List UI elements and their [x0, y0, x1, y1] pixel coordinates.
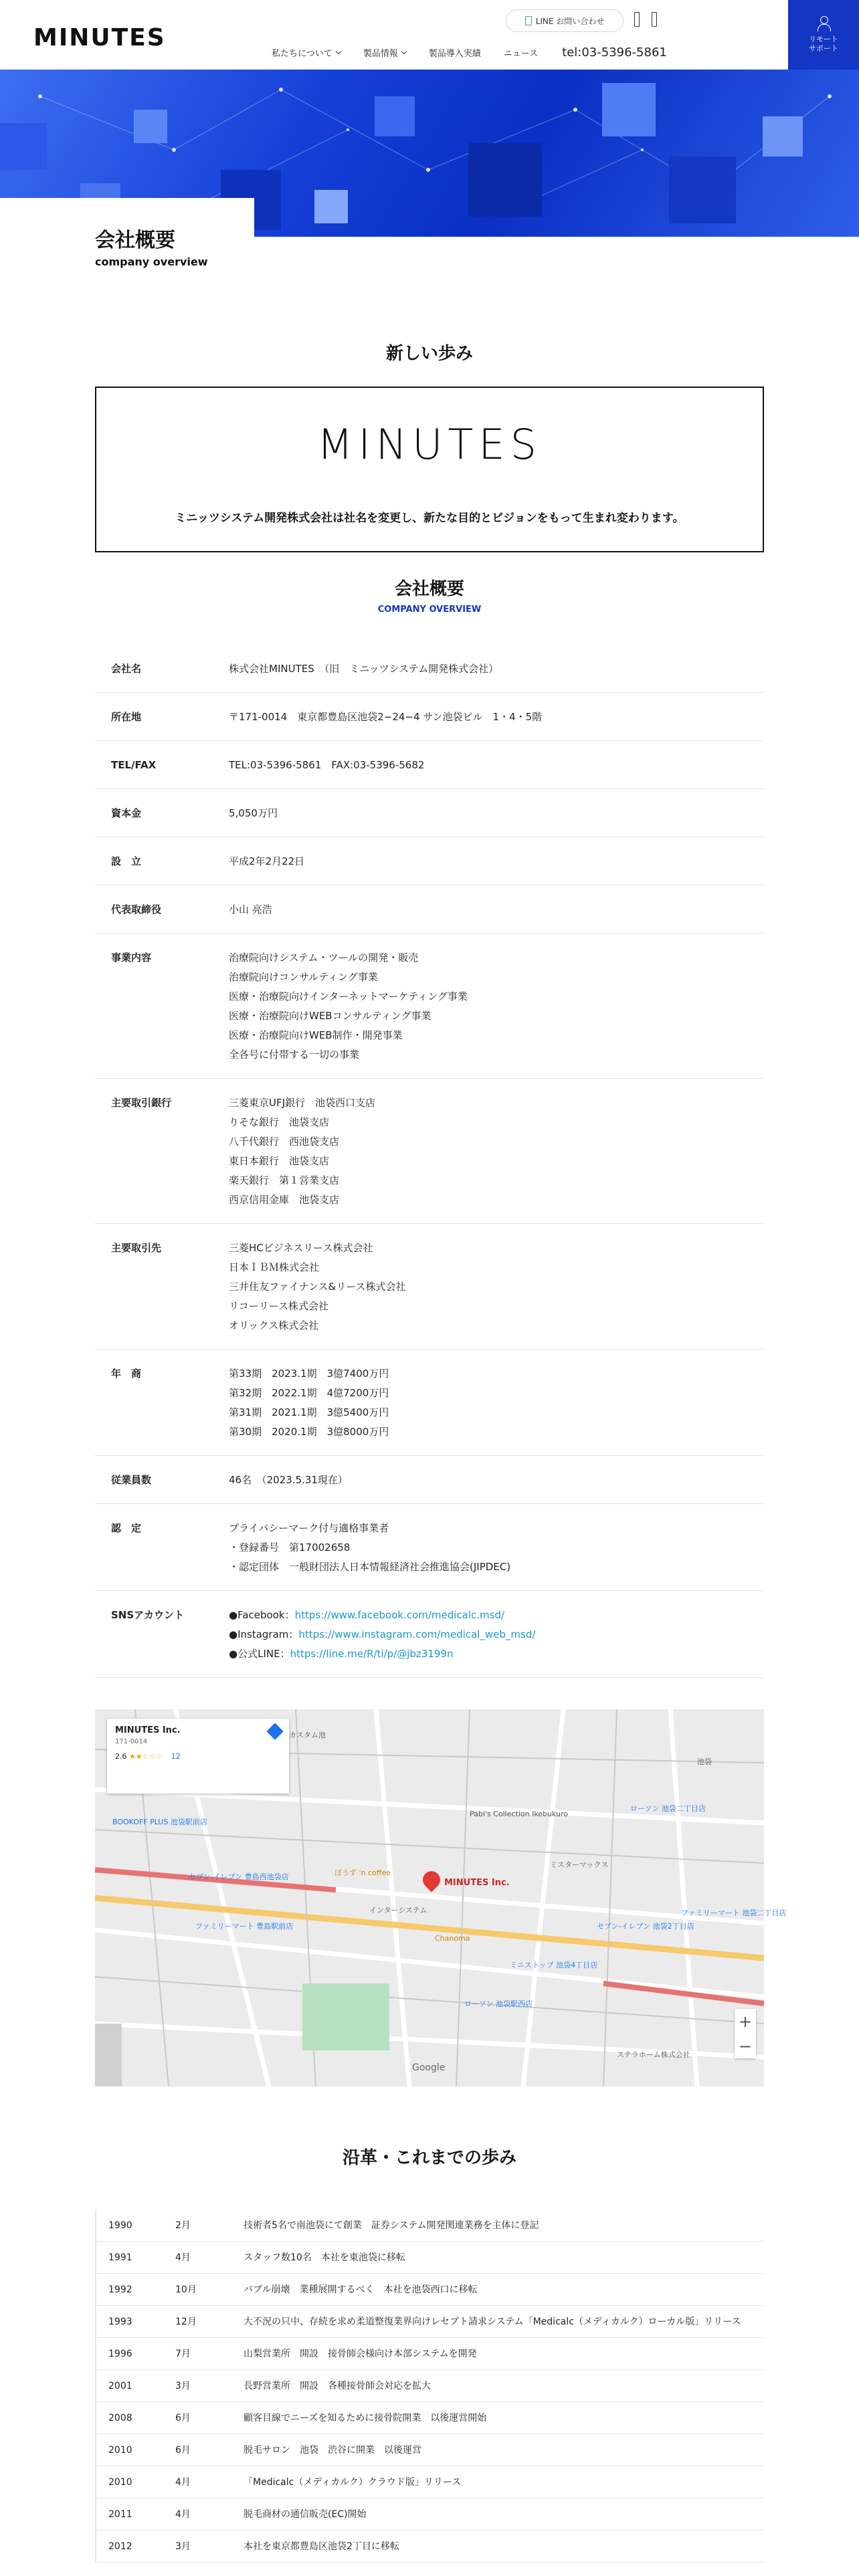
- overview-value-line: 治療院向けコンサルティング事業: [229, 971, 378, 983]
- history-year: 1990: [108, 2220, 132, 2231]
- overview-value-line: オリックス株式会社: [229, 1319, 319, 1331]
- history-year: 1993: [108, 2317, 132, 2327]
- overview-value-line: プライバシーマーク付与適格事業者: [229, 1522, 389, 1534]
- overview-value-line: 5,050万円: [229, 807, 278, 819]
- header-icons: [634, 12, 657, 27]
- history-row: [95, 2370, 764, 2402]
- history-row: [95, 2274, 764, 2306]
- overview-key: 資本金: [111, 807, 142, 819]
- overview-key: 認 定: [111, 1522, 142, 1534]
- overview-value: [229, 1606, 535, 1664]
- overview-value-line: 医療・治療院向けWEB制作・開発事業: [229, 1029, 403, 1041]
- overview-value-line: 三菱HCビジネスリース株式会社: [229, 1242, 373, 1254]
- overview-row: [95, 837, 764, 885]
- nav-news[interactable]: [504, 46, 538, 59]
- overview-table: [95, 645, 764, 1678]
- overview-value-line: TEL:03-5396-5861 FAX:03-5396-5682: [229, 759, 425, 771]
- map-label: インターシステム: [369, 1906, 427, 1915]
- nav-news-label: ニュース: [503, 49, 539, 59]
- history-month: 6月: [175, 2445, 191, 2456]
- overview-value: [229, 900, 272, 920]
- overview-value: [229, 708, 542, 727]
- history-year: 2011: [108, 2509, 132, 2520]
- history-event: 技術者5名で南池袋にて創業 証券システム開発関連業務を主体に登記: [244, 2220, 539, 2231]
- overview-row: [95, 741, 764, 789]
- history-row: [95, 2498, 764, 2531]
- review-count[interactable]: 12: [171, 1752, 181, 1761]
- overview-value-line: 治療院向けシステム・ツールの開発・販売: [229, 952, 419, 964]
- new-steps-heading: 新しい歩み: [385, 344, 473, 364]
- line-contact-label: LINE お問い合わせ: [535, 16, 605, 26]
- overview-key: 主要取引先: [111, 1242, 162, 1254]
- overview-key: 事業内容: [111, 952, 152, 964]
- map-label: カスタム池: [289, 1731, 326, 1739]
- overview-value-line: 第31期 2021.1期 3億5400万円: [229, 1406, 389, 1418]
- overview-value: [229, 948, 468, 1065]
- nav-case-studies[interactable]: [429, 46, 481, 59]
- overview-key: TEL/FAX: [111, 759, 157, 771]
- history-month: 4月: [175, 2477, 191, 2488]
- history-heading: 沿革・これまでの歩み: [342, 2148, 516, 2168]
- overview-value: [229, 1471, 348, 1490]
- overview-key: 年 商: [111, 1368, 142, 1380]
- overview-value-line: 医療・治療院向けインターネットマーケティング事業: [229, 990, 468, 1002]
- remote-support-label-2: サポート: [809, 44, 838, 53]
- overview-value-line: 楽天銀行 第１営業支店: [229, 1174, 340, 1186]
- chevron-down-icon: [336, 49, 341, 54]
- overview-value-line: 東日本銀行 池袋支店: [229, 1155, 330, 1167]
- overview-value: [229, 804, 278, 823]
- history-event: バブル崩壊 業種展開するべく 本社を池袋西口に移転: [244, 2284, 478, 2295]
- history-table: [95, 2210, 764, 2563]
- map-label: セブン-イレブン 池袋2丁目店: [597, 1922, 694, 1931]
- overview-value: [229, 1239, 405, 1335]
- history-event: スタッフ数10名 本社を東池袋に移転: [244, 2252, 405, 2263]
- overview-value-line: 三井住友ファイナンス&リース株式会社: [229, 1281, 406, 1293]
- map-label: ミスターマックス: [550, 1860, 609, 1869]
- history-event: 「Medicalc（メディカルク）クラウド版」リリース: [244, 2477, 462, 2488]
- overview-value: [229, 852, 304, 871]
- history-month: 3月: [175, 2381, 191, 2391]
- header-tel[interactable]: tel:03-5396-5861: [562, 45, 667, 60]
- phone-icon: [525, 16, 532, 25]
- history-month: 10月: [175, 2284, 197, 2295]
- main-nav: [272, 45, 667, 60]
- sns-line: [229, 1644, 535, 1664]
- page-title-box: [0, 198, 254, 278]
- sns-label: ●公式LINE：: [229, 1648, 290, 1660]
- history-row: [95, 2338, 764, 2370]
- chevron-down-icon: [401, 49, 407, 54]
- map-label: BOOKOFF PLUS 池袋駅前店: [112, 1818, 207, 1826]
- brand-statement: ミニッツシステム開発株式会社は社名を変更し、新たな目的とビジョンをもって生まれ変わります。: [175, 512, 684, 525]
- history-event: 顧客目線でニーズを知るために接骨院開業 以後運営開始: [244, 2413, 487, 2424]
- overview-value: [229, 1519, 510, 1577]
- overview-row-sns: [95, 1591, 764, 1678]
- remote-support-label-1: リモート: [809, 34, 838, 43]
- history-year: 2012: [108, 2541, 132, 2552]
- history-month: 7月: [175, 2349, 191, 2359]
- overview-row: [95, 1504, 764, 1591]
- overview-row: [95, 789, 764, 837]
- sns-link[interactable]: https://www.facebook.com/medicalc.msd/: [294, 1609, 505, 1621]
- line-contact-button[interactable]: [506, 9, 624, 32]
- history-month: 4月: [175, 2509, 191, 2520]
- nav-products[interactable]: [363, 46, 406, 59]
- history-row: [95, 2402, 764, 2434]
- header-icon-2[interactable]: [652, 12, 657, 27]
- overview-value-line: ・認定団体 一般財団法人日本情報経済社会推進協会(JIPDEC): [229, 1561, 511, 1573]
- map-label: ローソン 池袋駅西店: [464, 2000, 533, 2008]
- sns-label: ●Facebook：: [229, 1609, 295, 1621]
- overview-key: 代表取締役: [111, 903, 162, 916]
- overview-value-line: ・登録番号 第17002658: [229, 1541, 351, 1553]
- site-logo[interactable]: MINUTES: [33, 24, 166, 51]
- history-month: 2月: [175, 2220, 191, 2231]
- overview-value: [229, 1364, 389, 1442]
- history-month: 12月: [175, 2317, 197, 2327]
- sns-label: ●Instagram：: [229, 1628, 299, 1640]
- overview-key: SNSアカウント: [111, 1609, 185, 1621]
- history-row: [95, 2531, 764, 2563]
- history-event: 脱毛商材の通信販売(EC)開始: [244, 2509, 367, 2520]
- overview-key: 主要取引銀行: [111, 1097, 172, 1109]
- history-row: [95, 2210, 764, 2242]
- map-label: ローソン 池袋二丁目店: [630, 1804, 706, 1813]
- overview-key: 所在地: [111, 711, 142, 723]
- history-row: [95, 2466, 764, 2498]
- overview-row: [95, 934, 764, 1079]
- overview-value-line: 第32期 2022.1期 4億7200万円: [229, 1387, 389, 1399]
- overview-value-line: 平成2年2月22日: [229, 855, 305, 867]
- map-place-address: 171-0014: [115, 1738, 148, 1745]
- person-icon: [818, 16, 830, 31]
- history-row: [95, 2242, 764, 2274]
- overview-value-line: 三菱東京UFJ銀行 池袋西口支店: [229, 1097, 376, 1109]
- map-label: Chanoma: [435, 1934, 470, 1943]
- history-event: 大不況の只中、存続を求め柔道整復業界向けレセプト請求システム「Medicalc（メディカルク）ローカル版」リリース: [244, 2317, 741, 2327]
- overview-key: 従業員数: [111, 1474, 152, 1486]
- history-event: 脱毛サロン 池袋 渋谷に開業 以後運営: [244, 2445, 421, 2456]
- overview-row: [95, 693, 764, 741]
- overview-heading: 会社概要: [394, 579, 464, 599]
- remote-support-button[interactable]: [788, 0, 859, 70]
- history-month: 3月: [175, 2541, 191, 2552]
- overview-value-line: 医療・治療院向けWEBコンサルティング事業: [229, 1010, 432, 1022]
- overview-row: [95, 1456, 764, 1504]
- history-month: 6月: [175, 2413, 191, 2424]
- overview-value-line: りそな銀行 池袋支店: [229, 1116, 330, 1128]
- overview-value-line: 46名 （2023.5.31現在）: [229, 1474, 348, 1486]
- map-zoom-controls: [735, 2009, 756, 2058]
- overview-value-line: 第33期 2023.1期 3億7400万円: [229, 1368, 389, 1380]
- nav-case-studies-label: 製品導入実績: [428, 49, 481, 59]
- rating-stars: ★★☆☆☆: [129, 1752, 163, 1761]
- map-place-name[interactable]: MINUTES Inc.: [115, 1725, 181, 1735]
- overview-value-line: 第30期 2020.1期 3億8000万円: [229, 1426, 389, 1438]
- site-header: [0, 0, 859, 70]
- sns-link[interactable]: https://www.instagram.com/medical_web_msd/: [298, 1628, 536, 1640]
- overview-row: [95, 645, 764, 693]
- overview-value: [229, 1093, 375, 1210]
- history-event: 本社を東京都豊島区池袋2丁目に移転: [244, 2541, 399, 2552]
- history-year: 1992: [108, 2284, 132, 2295]
- overview-row: [95, 1079, 764, 1224]
- sns-link[interactable]: https://line.me/R/ti/p/@jbz3199n: [290, 1648, 454, 1660]
- overview-value-line: 小山 亮浩: [229, 903, 272, 916]
- overview-value-line: 〒171-0014 東京都豊島区池袋2−24−4 サン池袋ビル 1・4・5階: [229, 711, 543, 723]
- map-label: ファミリーマート 池袋二丁目店: [681, 1909, 787, 1917]
- map-label: ぽうず 'n coffee: [335, 1868, 391, 1877]
- header-icon-1[interactable]: [634, 12, 640, 27]
- overview-row: [95, 885, 764, 934]
- map-rating: [115, 1752, 281, 1761]
- overview-value: [229, 659, 498, 679]
- map-label: 池袋: [697, 1757, 712, 1766]
- google-map[interactable]: [95, 1709, 787, 2086]
- history-year: 2008: [108, 2413, 132, 2424]
- overview-value-line: 全各号に付帯する一切の事業: [229, 1049, 360, 1061]
- history-month: 4月: [175, 2252, 191, 2263]
- map-place-card: [107, 1719, 289, 1794]
- history-year: 2010: [108, 2445, 132, 2456]
- google-logo: Google: [412, 2062, 446, 2073]
- zoom-out-button[interactable]: −: [738, 2036, 753, 2056]
- map-label: セブン-イレブン 豊島西池袋店: [189, 1872, 289, 1881]
- history-year: 2001: [108, 2381, 132, 2391]
- overview-key: 設 立: [111, 855, 142, 867]
- overview-row: [95, 1224, 764, 1350]
- sns-line: [229, 1606, 535, 1625]
- map-label: ファミリーマート 豊島駅前店: [195, 1922, 294, 1931]
- history-row: [95, 2306, 764, 2338]
- nav-about[interactable]: [272, 46, 341, 59]
- zoom-in-button[interactable]: +: [738, 2012, 753, 2031]
- history-year: 2010: [108, 2477, 132, 2488]
- rating-value: 2.6: [115, 1752, 127, 1761]
- history-row: [95, 2434, 764, 2466]
- page-title: 会社概要: [95, 229, 175, 252]
- overview-value-line: 八千代銀行 西池袋支店: [229, 1136, 340, 1148]
- overview-value-line: 日本ＩＢＭ株式会社: [229, 1261, 320, 1273]
- map-label: Pabi's Collection Ikebukuro: [470, 1810, 569, 1818]
- overview-key: 会社名: [111, 663, 142, 675]
- sns-line: [229, 1625, 535, 1644]
- overview-subheading: COMPANY OVERVIEW: [377, 605, 482, 615]
- brand-box: [95, 387, 764, 552]
- overview-value: [229, 756, 424, 775]
- map-pin-label: MINUTES Inc.: [444, 1878, 510, 1888]
- brand-logo: MINUTES: [317, 420, 542, 469]
- history-year: 1996: [108, 2349, 132, 2359]
- nav-products-label: 製品情報: [363, 49, 398, 59]
- overview-value-line: 株式会社MINUTES （旧 ミニッツシステム開発株式会社）: [229, 663, 499, 675]
- map-label: ミニストップ 池袋4丁目店: [510, 1961, 598, 1969]
- overview-value-line: 西京信用金庫 池袋支店: [229, 1194, 340, 1206]
- page-subtitle: company overview: [95, 255, 208, 268]
- overview-row: [95, 1350, 764, 1456]
- overview-value-line: リコーリース株式会社: [229, 1300, 328, 1312]
- map-label: ステラホーム株式会社: [617, 2050, 690, 2059]
- history-event: 山梨営業所 開設 接骨師会様向け本部システムを開発: [244, 2349, 477, 2359]
- history-year: 1991: [108, 2252, 132, 2263]
- nav-about-label: 私たちについて: [272, 49, 332, 59]
- history-event: 長野営業所 開設 各種接骨師会対応を拡大: [244, 2381, 431, 2391]
